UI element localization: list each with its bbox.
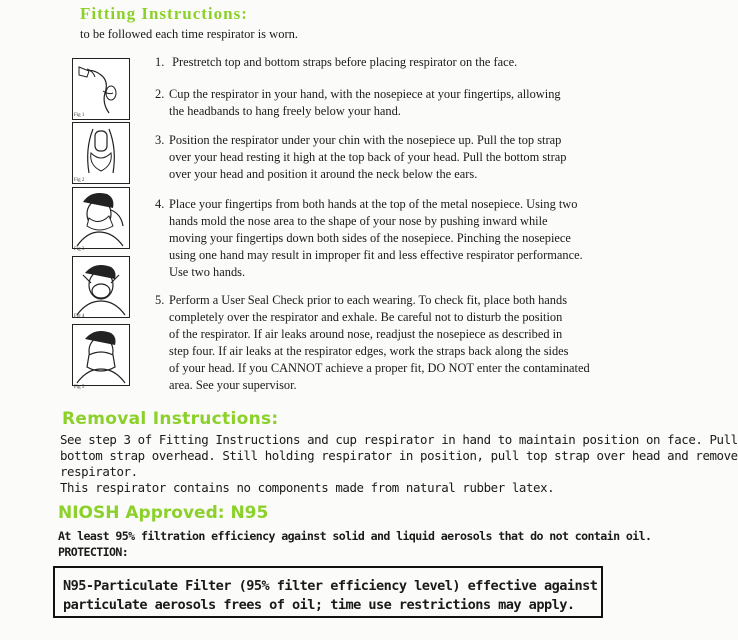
n95-filter-notice-box: [53, 566, 603, 618]
person-molding-nosepiece-icon: [73, 257, 129, 317]
step-line: using one hand may result in improper fit and less effective respirator performance.: [169, 248, 583, 262]
step-line: Use two hands.: [169, 265, 246, 279]
figure-3: [72, 187, 130, 249]
figure-5: [72, 324, 130, 386]
fitting-subtitle: to be followed each time respirator is worn.: [80, 27, 298, 41]
step-line: over your head resting it high at the top back of your head. Pull the bottom strap: [169, 150, 567, 164]
figure-5-label: Fig 5: [74, 385, 85, 390]
figure-4-label: Fig 4: [74, 314, 85, 319]
protection-label: PROTECTION:: [58, 545, 129, 559]
step-line: completely over the respirator and exhale. Be careful not to disturb the position: [169, 310, 563, 324]
step-number: 4.: [155, 197, 165, 211]
filtration-efficiency-text: At least 95% filtration efficiency against solid and liquid aerosols that do not contain oil.: [58, 529, 652, 543]
step-line: Cup the respirator in your hand, with the nosepiece at your fingertips, allowing: [169, 87, 561, 101]
step-3: [155, 132, 603, 183]
step-line: area. See your supervisor.: [169, 378, 297, 392]
step-4: [155, 196, 603, 281]
figure-3-label: Fig 3: [74, 247, 85, 252]
figure-2-label: Fig 2: [74, 178, 85, 183]
person-seal-check-icon: [73, 325, 129, 385]
person-positioning-respirator-icon: [73, 188, 129, 248]
hands-stretching-straps-icon: [73, 59, 129, 119]
step-line: Place your fingertips from both hands at the top of the metal nosepiece. Using two: [169, 197, 578, 211]
figure-4: [72, 256, 130, 318]
step-line: the headbands to hang freely below your hand.: [169, 104, 401, 118]
niosh-approved-heading: NIOSH Approved: N95: [58, 503, 269, 523]
figure-2: [72, 122, 130, 184]
step-line: over your head and position it around the neck below the ears.: [169, 167, 478, 181]
step-5: [155, 292, 603, 394]
step-line: hands mold the nose area to the shape of your nose by pushing inward while: [169, 214, 548, 228]
fitting-instructions-heading: Fitting Instructions:: [80, 4, 248, 23]
removal-instructions-heading: Removal Instructions:: [62, 409, 279, 429]
step-number: 1.: [155, 55, 165, 69]
step-line: Position the respirator under your chin with the nosepiece up. Pull the top strap: [169, 133, 562, 147]
step-2: [155, 86, 603, 120]
removal-line: See step 3 of Fitting Instructions and cup respirator in hand to maintain position on face. Pull: [60, 432, 738, 447]
removal-text: [60, 432, 738, 496]
step-number: 3.: [155, 133, 165, 147]
step-line: moving your fingertips down both sides of the nosepiece. Pinching the nosepiece: [169, 231, 571, 245]
step-1: [155, 54, 603, 71]
step-line: of your head. If you CANNOT achieve a proper fit, DO NOT enter the contaminated: [169, 361, 590, 375]
figure-1: [72, 58, 130, 120]
removal-line: respirator.: [60, 464, 138, 479]
removal-line: bottom strap overhead. Still holding respirator in position, pull top strap over head and remove: [60, 448, 738, 463]
step-line: step four. If air leaks at the respirator edges, work the straps back along the sides: [169, 344, 569, 358]
respirator-in-hand-icon: [73, 123, 129, 183]
filter-line-1: N95-Particulate Filter (95% filter efficiency level) effective against: [63, 578, 598, 594]
step-number: 2.: [155, 87, 165, 101]
step-line: Perform a User Seal Check prior to each wearing. To check fit, place both hands: [169, 293, 568, 307]
figure-1-label: Fig 1: [74, 113, 85, 118]
latex-notice: This respirator contains no components made from natural rubber latex.: [60, 480, 555, 495]
step-number: 5.: [155, 293, 165, 307]
step-line: Prestretch top and bottom straps before placing respirator on the face.: [172, 55, 518, 69]
filter-line-2: particulate aerosols frees of oil; time use restrictions may apply.: [63, 597, 575, 613]
step-line: of the respirator. If air leaks around nose, readjust the nosepiece as described in: [169, 327, 563, 341]
